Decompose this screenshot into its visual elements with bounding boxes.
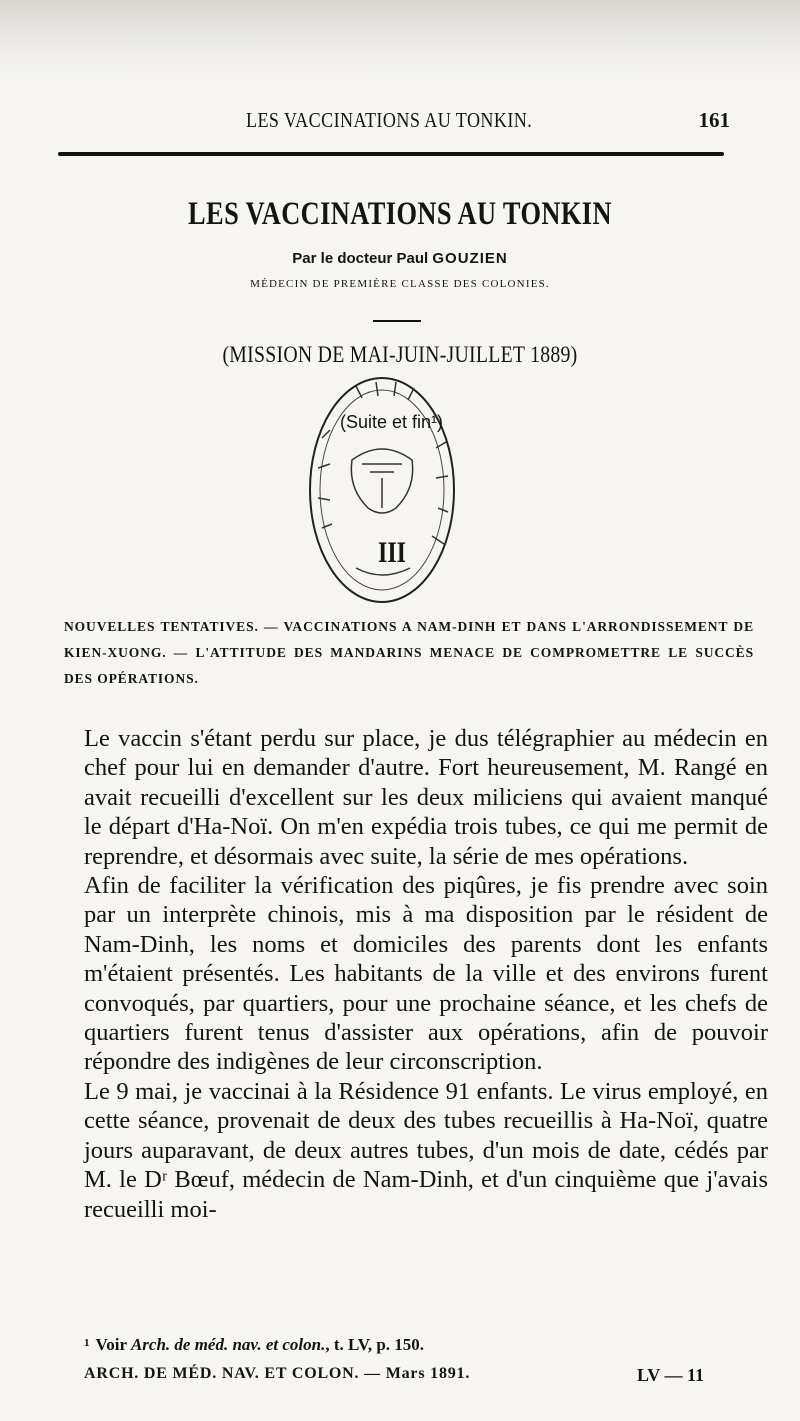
author-name: GOUZIEN (432, 250, 508, 267)
mission-dates: (MISSION DE MAI-JUIN-JUILLET 1889) (222, 342, 578, 367)
page-number: 161 (698, 108, 730, 132)
section-numeral: III (378, 536, 407, 569)
article-body (84, 724, 768, 1224)
paragraph-3: Le 9 mai, je vaccinai à la Résidence 91 enfants. Le virus employé, en cette séance, provenait de deux des tubes recueillis à Ha-Noï, quatre jours auparavant, de deux autres tubes, d'un mois de date, cédés par M. le Dʳ Bœuf, médecin de Nam-Dinh, et d'un cinquième que j'avais recueilli moi- (84, 1077, 768, 1223)
byline-prefix: Par le docteur Paul (292, 250, 429, 267)
paragraph-2: Afin de faciliter la vérification des piqûres, je fis prendre avec soin par un interprète chinois, mis à ma disposition par le résident de Nam-Dinh, les noms et domiciles des parents dont les enfants m'étaient présentés. Les habitants de la ville et des environs furent convoqués, par quartiers, pour une prochaine séance, et les chefs de quartiers furent tenus d'assister aux opérations, afin de pouvoir répondre des indigènes de leur circonscription. (84, 872, 768, 1076)
header-rule (58, 152, 724, 156)
running-head-title: LES VACCINATIONS AU TONKIN. (246, 108, 533, 132)
section-summary: NOUVELLES TENTATIVES. — VACCINATIONS A NAM-DINH ET DANS L'ARRONDISSEMENT DE KIEN-XUONG. — L'ATTITUDE DES MANDARINS MENACE DE COMPROMETTRE LE SUCCÈS DES OPÉRATIONS. (64, 619, 754, 686)
library-stamp (296, 368, 472, 604)
footnote (84, 1335, 764, 1355)
continuation-note: (Suite et fin¹) (340, 412, 444, 432)
title-divider (373, 320, 421, 322)
scan-edge-shadow (0, 0, 800, 80)
byline (0, 250, 800, 267)
footnote-prefix: Voir (95, 1335, 127, 1354)
footnote-reference: , t. LV, p. 150. (325, 1335, 425, 1354)
article-title: LES VACCINATIONS AU TONKIN (188, 196, 612, 232)
page-footer (84, 1365, 704, 1391)
author-affiliation: MÉDECIN DE PREMIÈRE CLASSE DES COLONIES. (250, 278, 550, 290)
footnote-marker: 1 (84, 1337, 90, 1349)
footnote-journal: Arch. de méd. nav. et colon. (130, 1335, 326, 1354)
footer-signature: LV — 11 (636, 1365, 704, 1385)
paragraph-1: Le vaccin s'étant perdu sur place, je dus télégraphier au médecin en chef pour lui en demander d'autre. Fort heureusement, M. Rangé en avait recueilli d'excellent sur les deux miliciens qui avaient manqué le départ d'Ha-Noï. On m'en expédia trois tubes, ce qui me permit de reprendre, et désormais avec suite, la série de mes opérations. (84, 725, 768, 870)
footer-journal: ARCH. DE MÉD. NAV. ET COLON. — Mars 1891. (84, 1365, 471, 1382)
running-head (0, 108, 800, 138)
